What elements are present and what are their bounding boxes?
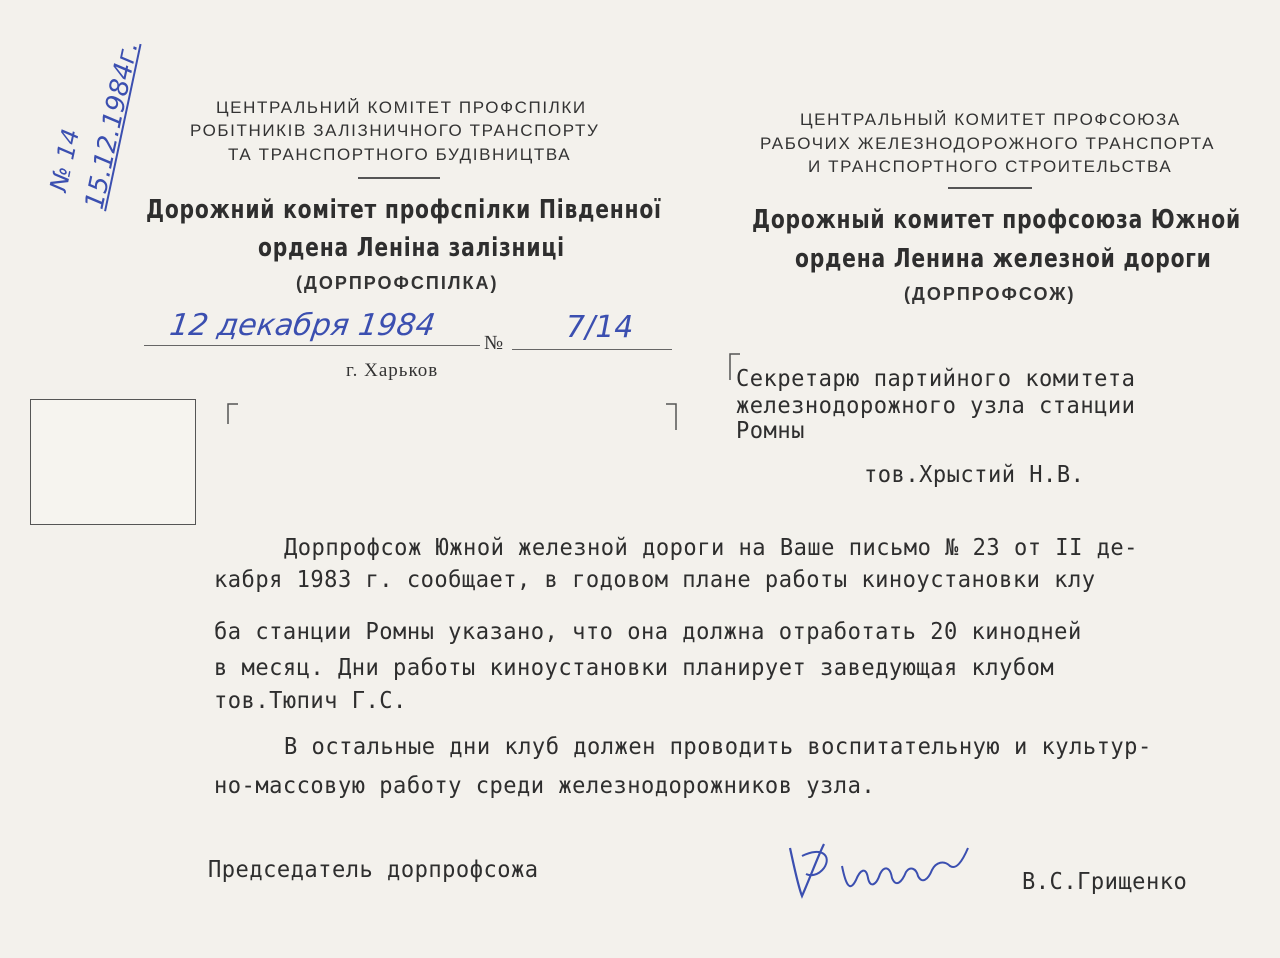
body-p1-line4: в месяц. Дни работы киноустановки планирует заведующая клубом xyxy=(214,655,1055,681)
left-title-line2: ордена Леніна залізниці xyxy=(258,233,565,263)
left-title-line1: Дорожний комітет профспілки Південної xyxy=(146,195,662,225)
addressee-line2: железнодорожного узла станции xyxy=(736,393,1136,419)
right-header-line1: ЦЕНТРАЛЬНЫЙ КОМИТЕТ ПРОФСОЮЗА xyxy=(800,110,1181,129)
address-corner-right-mark xyxy=(664,402,678,432)
margin-note-date: 15.12.1984г. xyxy=(79,38,145,212)
margin-note xyxy=(25,38,191,213)
number-underline xyxy=(512,349,672,350)
right-header-line3: И ТРАНСПОРТНОГО СТРОИТЕЛЬСТВА xyxy=(808,157,1173,176)
right-header-rule xyxy=(948,187,1032,189)
left-abbr: (ДОРПРОФСПІЛКА) xyxy=(296,273,499,293)
body-p1-line5: тов.Тюпич Г.С. xyxy=(214,688,407,714)
right-header-line2: РАБОЧИХ ЖЕЛЕЗНОДОРОЖНОГО ТРАНСПОРТА xyxy=(760,134,1216,153)
signature-name: В.С.Грищенко xyxy=(1022,869,1188,895)
signature-title: Председатель дорпрофсожа xyxy=(208,857,539,883)
body-p1-line2: кабря 1983 г. сообщает, в годовом плане работы киноустановки клу xyxy=(214,567,1096,593)
body-p1-line1: Дорпрофсож Южной железной дороги на Ваше письмо № 23 от II де- xyxy=(284,535,1138,561)
handwritten-signature xyxy=(772,826,992,906)
body-p2-line2: но-массовую работу среди железнодорожников узла. xyxy=(214,773,876,799)
right-abbr: (ДОРПРОФСОЖ) xyxy=(904,284,1076,304)
body-p2-line1: В остальные дни клуб должен проводить воспитательную и культур- xyxy=(284,734,1152,760)
address-corner-left-mark xyxy=(226,402,240,426)
handwritten-number: 7/14 xyxy=(566,310,634,345)
left-header-rule xyxy=(358,177,440,179)
right-title-line1: Дорожный комитет профсоюза Южной xyxy=(752,205,1241,235)
addressee-name: тов.Хрыстий Н.В. xyxy=(864,462,1085,488)
addressee-line1: Секретарю партийного комитета xyxy=(736,366,1136,392)
handwritten-date: 12 декабря 1984 xyxy=(167,308,438,343)
left-header-line2: РОБІТНИКІВ ЗАЛІЗНИЧНОГО ТРАНСПОРТУ xyxy=(190,121,600,140)
number-sign: № xyxy=(484,332,504,354)
addressee-line3: Ромны xyxy=(736,418,805,444)
registration-stamp-box xyxy=(30,399,196,525)
left-header-line3: ТА ТРАНСПОРТНОГО БУДІВНИЦТВА xyxy=(228,145,572,164)
date-underline xyxy=(144,345,480,346)
right-title-line2: ордена Ленина железной дороги xyxy=(795,244,1212,274)
city: г. Харьков xyxy=(346,360,439,381)
left-header-line1: ЦЕНТРАЛЬНИЙ КОМІТЕТ ПРОФСПІЛКИ xyxy=(216,98,587,117)
body-p1-line3: ба станции Ромны указано, что она должна отработать 20 кинодней xyxy=(214,619,1082,645)
margin-note-number: № 14 xyxy=(44,126,86,194)
